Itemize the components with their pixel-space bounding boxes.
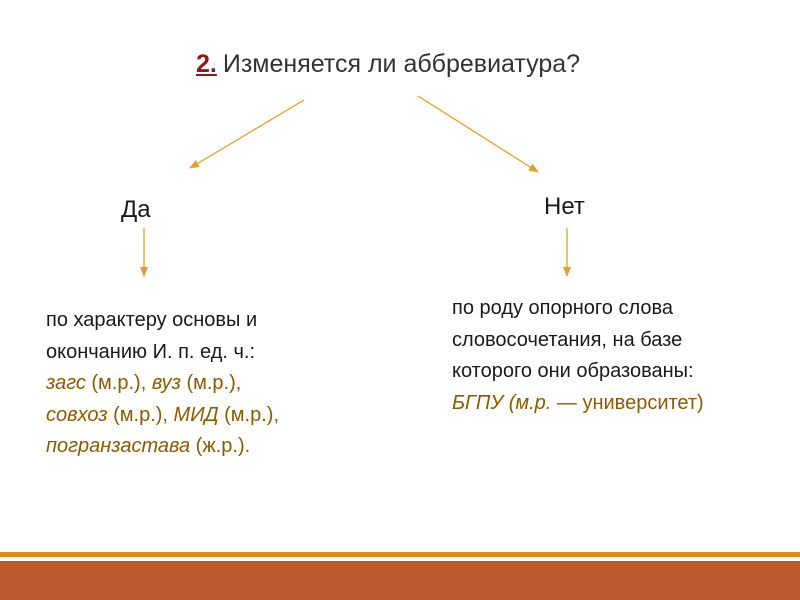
example-gender: (м.р.), [107, 403, 174, 426]
no-line-3: которого они образованы: [452, 360, 694, 382]
example-gender: (ж.р.). [190, 435, 251, 457]
example-word: БГПУ (м.р. [452, 391, 552, 414]
question-text: Изменяется ли аббревиатура? [222, 50, 581, 78]
arrow-to-no [418, 96, 538, 172]
branch-no-label: Нет [544, 193, 585, 220]
example-gender: (м.р.), [180, 372, 242, 394]
question-number: 2. [196, 50, 217, 78]
no-line-2: словосочетания, на базе [452, 328, 683, 351]
no-example-line [452, 388, 782, 420]
branch-no-text [452, 293, 782, 419]
yes-examples-line-1 [46, 368, 366, 400]
branch-yes-text [46, 305, 366, 463]
example-word: загс [46, 372, 86, 394]
example-word: совхоз [46, 403, 108, 426]
no-line-1: по роду опорного слова [452, 297, 673, 319]
yes-examples-line-2 [46, 400, 366, 432]
yes-line-2: окончанию И. п. ед. ч.: [46, 340, 256, 363]
footer-band [0, 561, 800, 600]
example-word: вуз [151, 372, 181, 394]
yes-examples-line-3 [46, 431, 366, 463]
branch-yes-label: Да [121, 196, 151, 223]
example-rest: — университет) [551, 391, 704, 414]
footer-accent-line [0, 552, 800, 557]
example-word: МИД [173, 403, 219, 426]
yes-line-1: по характеру основы и [46, 309, 258, 331]
example-gender: (м.р.), [218, 403, 280, 426]
example-gender: (м.р.), [85, 372, 152, 394]
example-word: погранзастава [46, 435, 191, 457]
arrow-to-yes [190, 100, 304, 168]
